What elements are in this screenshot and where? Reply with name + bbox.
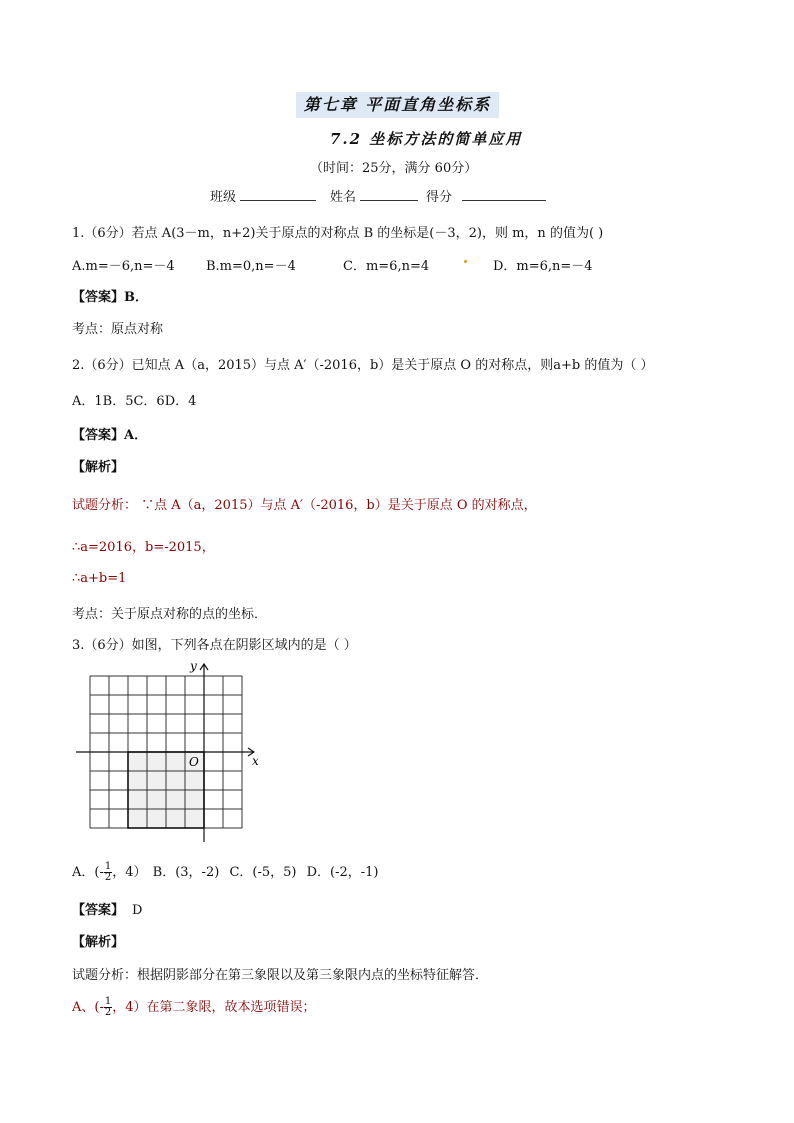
q3-explain-a: A、(- $\frac{1}{2}$ ，4）在第二象限，故本选项错误； bbox=[72, 996, 316, 1018]
class-blank bbox=[240, 186, 316, 201]
q1-option-a: A.m=－6,n=－4 bbox=[72, 259, 175, 274]
q1-option-c: C．m=6,n=4 bbox=[343, 259, 430, 274]
q2-analysis: 试题分析： ∵点 A（a，2015）与点 A′（-2016，b）是关于原点 O 的对称点， bbox=[72, 498, 537, 513]
coordinate-grid-figure bbox=[72, 656, 262, 846]
q2-step1: ∴a=2016，b=-2015， bbox=[72, 540, 215, 555]
q3-options bbox=[72, 861, 379, 883]
q3-option-b: B．(3，-2) bbox=[152, 865, 220, 880]
x-axis-label: x bbox=[252, 754, 259, 768]
y-axis-label: y bbox=[190, 659, 197, 673]
q2-answer: 【答案】A． bbox=[72, 428, 148, 443]
q3-option-a-prefix: A．(- bbox=[72, 865, 104, 880]
section-title: 7.2 坐标方法的简单应用 bbox=[330, 130, 523, 148]
score-blank bbox=[462, 186, 546, 201]
fraction-one-half: $\frac{1}{2}$ bbox=[104, 996, 112, 1018]
name-blank bbox=[360, 186, 418, 201]
q2-text: 2.（6分）已知点 A（a，2015）与点 A′（-2016，b）是关于原点 O 的对称点，则a+b 的值为（ ） bbox=[72, 358, 654, 373]
q3-option-d: D．(-2，-1) bbox=[306, 865, 379, 880]
q1-answer: 【答案】B． bbox=[72, 290, 148, 305]
q1-option-d: D．m=6,n=－4 bbox=[493, 259, 593, 274]
q2-options: A．1B．5C．6D．4 bbox=[72, 394, 197, 409]
q1-kaodian: 考点：原点对称 bbox=[72, 322, 164, 337]
q2-kaodian: 考点：关于原点对称的点的坐标． bbox=[72, 607, 268, 622]
class-label: 班级 bbox=[210, 190, 237, 205]
fraction-one-half: $\frac{1}{2}$ bbox=[104, 861, 112, 883]
q3-text: 3.（6分）如图，下列各点在阴影区域内的是（ ） bbox=[72, 638, 357, 653]
q1-option-b: B.m=0,n=－4 bbox=[206, 259, 296, 274]
q2-jiexi: 【解析】 bbox=[72, 460, 125, 475]
origin-label: O bbox=[189, 755, 199, 769]
score-label: 得分 bbox=[426, 190, 453, 205]
q3-jiexi: 【解析】 bbox=[72, 935, 125, 950]
q3-analysis: 试题分析：根据阴影部分在第三象限以及第三象限内点的坐标特征解答． bbox=[72, 968, 489, 983]
q3-answer: 【答案】 D bbox=[72, 903, 143, 918]
q2-step2: ∴a+b=1 bbox=[72, 571, 127, 586]
chapter-title: 第七章 平面直角坐标系 bbox=[296, 92, 499, 118]
q3-answer-value: D bbox=[132, 903, 143, 918]
time-info: （时间：25分，满分 60分） bbox=[310, 161, 478, 176]
q1-text: 1.（6分）若点 A(3－m，n+2)关于原点的对称点 B 的坐标是(－3，2)，则 m，n 的值为( ) bbox=[72, 226, 604, 241]
name-label: 姓名 bbox=[330, 190, 357, 205]
q3-option-c: C．(-5，5) bbox=[229, 865, 297, 880]
q3-option-a-suffix: ，4） bbox=[112, 865, 147, 880]
stray-dot bbox=[464, 260, 467, 263]
